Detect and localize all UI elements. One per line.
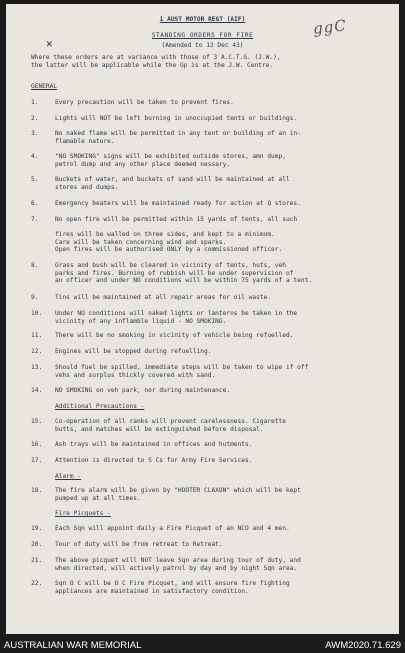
pin-hole-mark: ✕ <box>46 37 53 50</box>
item-text: NO SMOKING on veh park, nor during maintenance. <box>55 387 231 394</box>
item-number: 21. <box>31 557 43 564</box>
item-number: 17. <box>31 457 43 464</box>
item-text: Each Sqn will appoint daily a Fire Picquet of an NCO and 4 men. <box>55 525 290 532</box>
item-text: Every precaution will be taken to prevent fires. <box>55 99 234 106</box>
item-text: Should fuel be spilled, immediate steps will be taken to wipe if off vehs and surplus thickly covered with sand. <box>55 364 309 379</box>
item-text: "NO SMOKING" signs will be exhibited outside stores, amn dump, petrol dump and any other place deemed nessary. <box>55 153 286 168</box>
intro-paragraph: Where these orders are at variance with those of 3 A.C.T.G. (J.W.), the latter will be applicable while the Gp is at the J.W. Centre. <box>31 54 281 69</box>
item-number: 4. <box>31 153 39 160</box>
section-heading-alarm: Alarm - <box>55 473 82 480</box>
item-number: 20. <box>31 541 43 548</box>
item-number: 18. <box>31 487 43 494</box>
item-text: Tour of duty will be from retreat to Retreat. <box>55 541 223 548</box>
item-text: Tins will be maintained at all repair areas for oil waste. <box>55 294 272 301</box>
item-text: The fire alarm will be given by "HOOTER CLAXON" which will be kept pumped up at all times. <box>55 487 301 502</box>
section-heading-additional-precautions: Additional Precautions - <box>55 403 145 410</box>
item-number: 2. <box>31 115 39 122</box>
item-text: Emergency beaters will be maintained ready for action at Q stores. <box>55 200 301 207</box>
item-text: The above picquet will NOT leave Sqn area during tour of duty, and when directed, will actively patrol by day and by night Sqn area. <box>55 557 301 572</box>
item-number: 11. <box>31 332 43 339</box>
footer-institution: AUSTRALIAN WAR MEMORIAL <box>4 640 142 651</box>
item-number: 15. <box>31 418 43 425</box>
item-number: 3. <box>31 130 39 137</box>
section-heading-fire-picquets: Fire Picquets - <box>55 510 111 517</box>
unit-heading: 1 AUST MOTOR REGT (AIF) <box>159 16 246 23</box>
item-number: 19. <box>31 525 43 532</box>
item-text: Engines will be stopped during refuelling. <box>55 348 212 355</box>
item-number: 9. <box>31 294 39 301</box>
footer-accession-number: AWM2020.71.629 <box>325 640 401 651</box>
item-number: 7. <box>31 216 39 223</box>
item-text: Attention is directed to S Cs for Army Fire Services. <box>55 457 253 464</box>
item-text: Grass and bush will be cleared in vicinity of tents, huts, veh parks and fires. Burning of rubbish will be under supervision of an officer and under NO conditions will be within 75 yards of a tent. <box>55 262 313 285</box>
item-text: Sqn O C will be O C Fire Picquet, and will ensure fire fighting appliances are maintained in satisfactory condition. <box>55 580 290 595</box>
item-number: 22. <box>31 580 43 587</box>
document-page <box>6 4 399 634</box>
item-number: 14. <box>31 387 43 394</box>
item-text: Ash trays will be maintained in offices and hutments. <box>55 441 253 448</box>
item-text: No naked flame will be permitted in any tent or building of an in- flamable nature. <box>55 130 301 145</box>
item-number: 12. <box>31 348 43 355</box>
item-number: 1. <box>31 99 39 106</box>
section-heading-general: GENERAL <box>31 83 58 90</box>
document-title: STANDING ORDERS FOR FIRE <box>151 32 254 39</box>
item-number: 5. <box>31 176 39 183</box>
item-text: Co-operation of all ranks will prevent carelessness. Cigarette butts, and matches will be extinguished before disposal. <box>55 418 286 433</box>
item-text: Under NO conditions will naked lights or lanterns be taken in the vicinity of any inflamble liquid - NO SMOKING. <box>55 310 298 325</box>
item-number: 6. <box>31 200 39 207</box>
item-number: 13. <box>31 364 43 371</box>
item-number: 8. <box>31 262 39 269</box>
item-number: 16. <box>31 441 43 448</box>
handwritten-annotation: ggC <box>312 16 348 38</box>
archive-footer <box>0 639 405 653</box>
item-number: 10. <box>31 310 43 317</box>
document-subtitle: (Amended to 12 Dec 43) <box>161 42 244 49</box>
item-text: Lights will NOT be left burning in unoccupied tents or buildings. <box>55 115 298 122</box>
item-text: Buckets of water, and buckets of sand will be maintained at all stores and dumps. <box>55 176 290 191</box>
item-text: No open fire will be permitted within 15 yards of tents, all such fires will be walled on three sides, and kept to a minimum. Care will be taken concerning wind and sparks. Open fires will be authorised ONLY by a commissioned officer. <box>55 216 298 254</box>
item-text: There will be no smoking in vicinity of vehicle being refuelled. <box>55 332 294 339</box>
